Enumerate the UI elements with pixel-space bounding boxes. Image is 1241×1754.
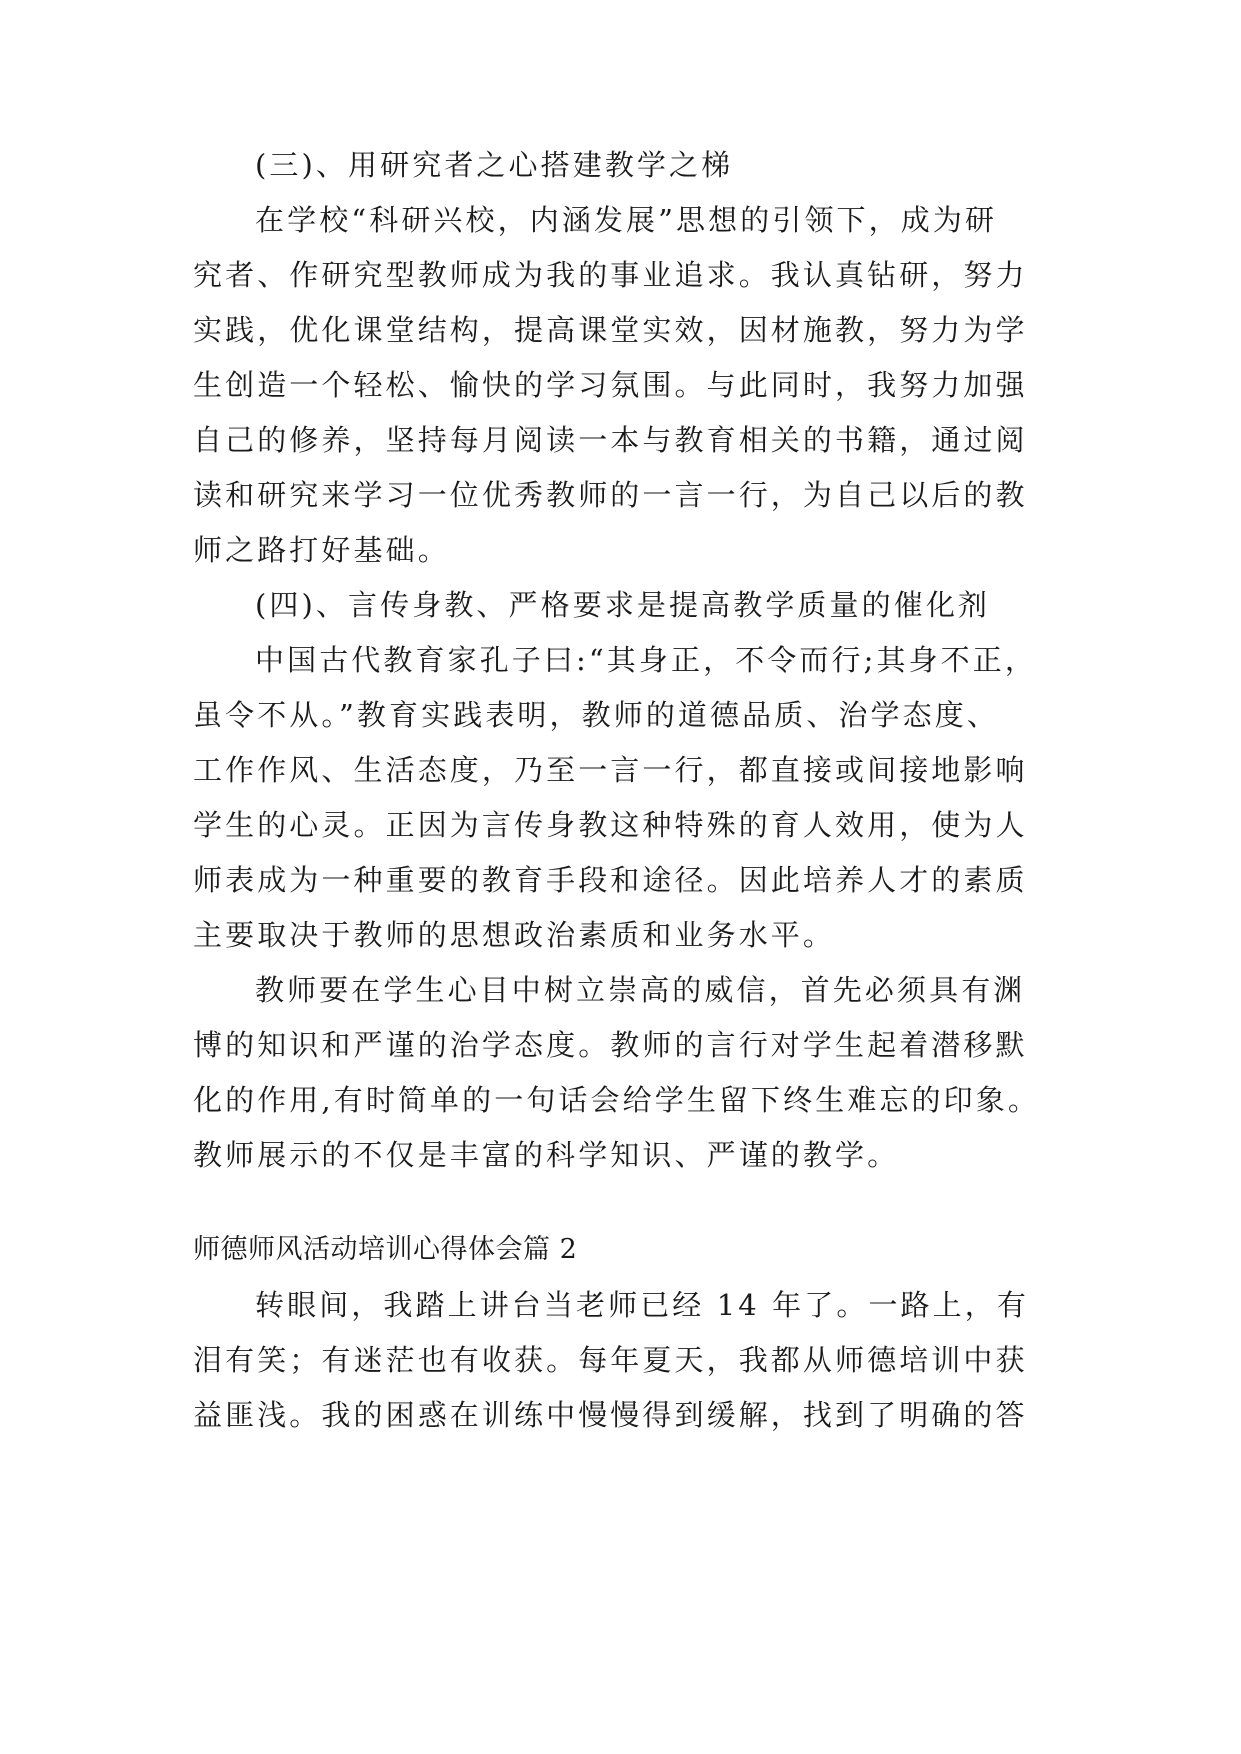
section-heading: (四)、言传身教、严格要求是提高教学质量的催化剂: [255, 588, 991, 622]
article-title: 师德师风活动培训心得体会篇 2: [193, 1234, 578, 1265]
paragraph-line: 师表成为一种重要的教育手段和途径。因此培养人才的素质: [193, 863, 1028, 897]
paragraph-line: 化的作用,有时简单的一句话会给学生留下终生难忘的印象。: [193, 1083, 1040, 1117]
paragraph-line: 究者、作研究型教师成为我的事业追求。我认真钻研，努力: [193, 258, 1028, 292]
paragraph-line: 泪有笑；有迷茫也有收获。每年夏天，我都从师德培训中获: [193, 1343, 1028, 1377]
paragraph-line: 教师要在学生心目中树立崇高的威信，首先必须具有渊: [255, 973, 1026, 1007]
paragraph-line: 在学校“科研兴校，内涵发展”思想的引领下，成为研: [255, 203, 998, 237]
paragraph-line: 实践，优化课堂结构，提高课堂实效，因材施教，努力为学: [193, 313, 1028, 347]
paragraph-line: 读和研究来学习一位优秀教师的一言一行，为自己以后的教: [193, 478, 1028, 512]
paragraph-line: 益匪浅。我的困惑在训练中慢慢得到缓解，找到了明确的答: [193, 1398, 1028, 1432]
paragraph-line: 博的知识和严谨的治学态度。教师的言行对学生起着潜移默: [193, 1028, 1028, 1062]
paragraph-line: 教师展示的不仅是丰富的科学知识、严谨的教学。: [193, 1138, 900, 1172]
paragraph-line: 转眼间，我踏上讲台当老师已经 14 年了。一路上，有: [255, 1288, 1029, 1322]
paragraph-line: 中国古代教育家孔子曰:“其身正，不令而行;其身不正，: [255, 643, 1037, 677]
paragraph-line: 虽令不从。”教育实践表明，教师的道德品质、治学态度、: [193, 698, 999, 732]
paragraph-line: 学生的心灵。正因为言传身教这种特殊的育人效用，使为人: [193, 808, 1028, 842]
paragraph-line: 师之路打好基础。: [193, 533, 450, 567]
paragraph-line: 工作作风、生活态度，乃至一言一行，都直接或间接地影响: [193, 753, 1028, 787]
paragraph-line: 自己的修养，坚持每月阅读一本与教育相关的书籍，通过阅: [193, 423, 1028, 457]
section-heading: (三)、用研究者之心搭建教学之梯: [255, 148, 734, 182]
paragraph-line: 主要取决于教师的思想政治素质和业务水平。: [193, 918, 836, 952]
paragraph-line: 生创造一个轻松、愉快的学习氛围。与此同时，我努力加强: [193, 368, 1028, 402]
